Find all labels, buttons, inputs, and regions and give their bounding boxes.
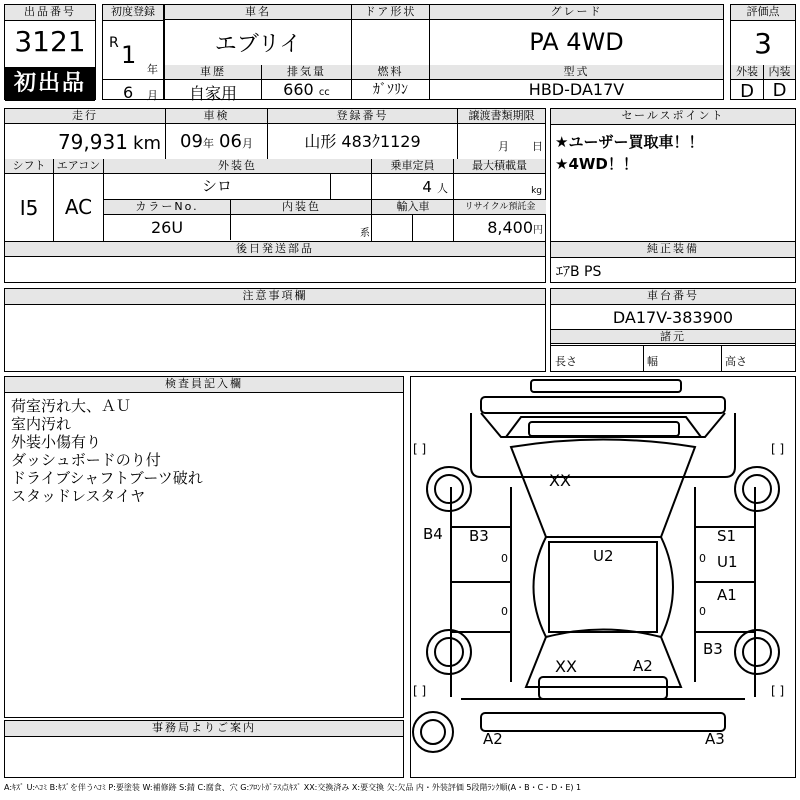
later-parts-label: 後日発送部品	[5, 242, 545, 257]
zero-mark: 0	[501, 605, 508, 618]
registration-value: 山形 483ｸ1129	[267, 124, 457, 159]
dims-label: 諸元	[551, 329, 795, 344]
ext-color-label: 外装色	[103, 159, 371, 174]
lot-number: 3121	[14, 25, 86, 58]
month-unit: 月	[147, 89, 158, 102]
grade-label: グレード	[429, 5, 723, 20]
int-color-unit: 系	[360, 228, 370, 239]
displacement-value: 660	[283, 80, 314, 99]
car-outline-diagram	[411, 377, 795, 777]
chassis-value: DA17V-383900	[612, 308, 734, 327]
ext-color-value: シロ	[201, 177, 232, 195]
height-label: 高さ	[725, 355, 747, 368]
mileage	[5, 125, 165, 159]
fuel-label: 燃料	[351, 65, 429, 80]
int-color-label: 内装色	[230, 200, 372, 215]
capacity	[372, 174, 454, 199]
history-value: 自家用	[188, 84, 237, 103]
capacity-label: 乗車定員	[371, 159, 453, 174]
import-label: 輸入車	[372, 200, 454, 215]
inspector-note: 荷室汚れ大、ＡＵ	[11, 397, 132, 415]
notes-label: 注意事項欄	[5, 289, 545, 305]
inspector-note: ダッシュボードのり付	[11, 451, 161, 469]
load-label: 最大積載量	[453, 159, 545, 174]
zero-mark: 0	[501, 552, 508, 565]
bracket-front-left: [ ]	[413, 442, 427, 456]
exterior-value: D	[740, 81, 754, 102]
bracket-rear-left: [ ]	[413, 684, 427, 698]
recycle-unit: 円	[533, 225, 543, 236]
inspection-label: 車検	[165, 109, 267, 124]
displacement-label: 排気量	[261, 65, 351, 80]
fuel-value: ｶﾞｿﾘﾝ	[351, 80, 429, 100]
exterior-label: 外装	[731, 65, 763, 80]
mark-right-quarter-b3: B3	[703, 640, 723, 658]
chassis-label: 車台番号	[551, 289, 795, 305]
lot-number-box	[4, 4, 96, 100]
mark-rear-left-xx: XX	[555, 657, 577, 676]
mark-right-rear-a1: A1	[717, 586, 737, 604]
mark-right-panel-u1: U1	[717, 553, 738, 571]
genuine-equipment-label: 純正装備	[551, 242, 795, 258]
insp-month: 06	[219, 131, 242, 152]
inspector-box	[4, 376, 404, 718]
inspection-date	[165, 124, 267, 159]
mileage-unit: km	[133, 133, 161, 154]
model-value: HBD-DA17V	[429, 80, 723, 100]
interior-label: 内装	[763, 65, 795, 80]
capacity-value: 4	[422, 178, 432, 196]
vehicle-details-box	[4, 108, 546, 283]
car-name: エブリイ	[214, 32, 302, 57]
mileage-label: 走行	[5, 109, 165, 124]
mark-bumper-right-a3: A3	[705, 730, 725, 748]
registration-label: 登録番号	[267, 109, 457, 124]
inspector-label: 検査員記入欄	[5, 377, 403, 393]
transfer-label: 譲渡書類期限	[457, 109, 545, 124]
transfer-date	[457, 124, 545, 159]
sales-point-1: ★ユーザー買取車！！	[555, 133, 704, 151]
era-letter: R	[109, 35, 119, 51]
bracket-rear-right: [ ]	[771, 684, 785, 698]
history-label: 車歴	[165, 65, 261, 80]
capacity-unit: 人	[437, 182, 448, 195]
car-info-box	[164, 4, 724, 103]
insp-year: 09	[180, 131, 203, 152]
later-parts-area	[5, 257, 545, 282]
car-name-label: 車名	[165, 5, 351, 20]
sales-point-2: ★4WD！！	[555, 155, 638, 173]
mark-rear-right-a2: A2	[633, 657, 653, 675]
sales-points-label: セールスポイント	[551, 109, 795, 125]
chassis-box	[550, 288, 796, 372]
model-label: 型式	[429, 65, 723, 80]
mark-left-panel: B3	[469, 527, 489, 545]
length-label: 長さ	[555, 355, 577, 368]
legend: A:ｷｽﾞ U:ﾍｺﾐ B:ｷｽﾞを伴うﾍｺﾐ P:要塗装 W:補修跡 S:錆 C:腐食、穴 G:ﾌﾛﾝﾄｶﾞﾗｽ点ｷｽﾞ XX:交換済み X:要交換 欠:欠品 内・外装評価 5段階ﾗﾝｸ順(A・B・C・D・E) 1	[4, 783, 582, 792]
notes-box	[4, 288, 546, 372]
office-box	[4, 720, 404, 778]
score-value: 3	[754, 27, 772, 60]
transfer-day-unit: 日	[532, 140, 543, 153]
first-registration-label: 初度登録	[103, 5, 163, 21]
mark-windshield: XX	[549, 471, 571, 490]
grade-value: PA 4WD	[429, 20, 723, 65]
displacement	[261, 80, 351, 100]
genuine-equipment-value: ｴｱB PS	[556, 264, 602, 280]
recycle	[454, 216, 546, 240]
sales-points-box	[550, 108, 796, 242]
damage-diagram	[410, 376, 796, 778]
lot-number-label: 出品番号	[5, 5, 95, 21]
score-box	[730, 4, 796, 100]
month-value: 6	[123, 83, 134, 102]
insp-year-unit: 年	[202, 137, 214, 150]
interior-value: D	[763, 80, 795, 100]
zero-mark: 0	[699, 552, 706, 565]
mark-right-panel-s1: S1	[717, 527, 737, 545]
first-listing-badge: 初出品	[5, 67, 95, 101]
mark-bumper-left-a2: A2	[483, 730, 503, 748]
color-no-value: 26U	[150, 218, 184, 237]
inspector-note: 室内汚れ	[11, 415, 72, 433]
zero-mark: 0	[699, 605, 706, 618]
score-label: 評価点	[731, 5, 795, 21]
inspector-note: ドライブシャフトブーツ破れ	[11, 469, 203, 487]
ac-label: エアコン	[53, 159, 103, 174]
transfer-month-unit: 月	[498, 140, 509, 153]
load-unit: kg	[531, 186, 542, 196]
door-value	[351, 20, 429, 65]
office-label: 事務局よりご案内	[5, 721, 403, 737]
inspector-note: 外装小傷有り	[11, 433, 102, 451]
shift-label: シフト	[5, 159, 53, 174]
shift-value: I5	[19, 196, 39, 220]
first-registration-box	[102, 4, 164, 100]
mileage-value: 79,931	[57, 130, 128, 154]
insp-month-unit: 月	[241, 137, 253, 150]
year-unit: 年	[147, 63, 158, 76]
era-year: 1	[121, 41, 137, 69]
recycle-value: 8,400	[487, 218, 533, 237]
width-label: 幅	[647, 355, 658, 368]
recycle-label: リサイクル預託金	[454, 200, 546, 215]
displacement-unit: cc	[318, 87, 330, 98]
mark-roof: U2	[593, 547, 614, 565]
genuine-equipment-box	[550, 241, 796, 283]
inspector-note: スタッドレスタイヤ	[11, 487, 146, 505]
bracket-front-right: [ ]	[771, 442, 785, 456]
color-no-label: カラーNo.	[104, 200, 230, 215]
door-label: ドア形状	[351, 5, 429, 20]
mark-left-front-door: B4	[423, 525, 443, 543]
ac-value: AC	[53, 174, 103, 241]
